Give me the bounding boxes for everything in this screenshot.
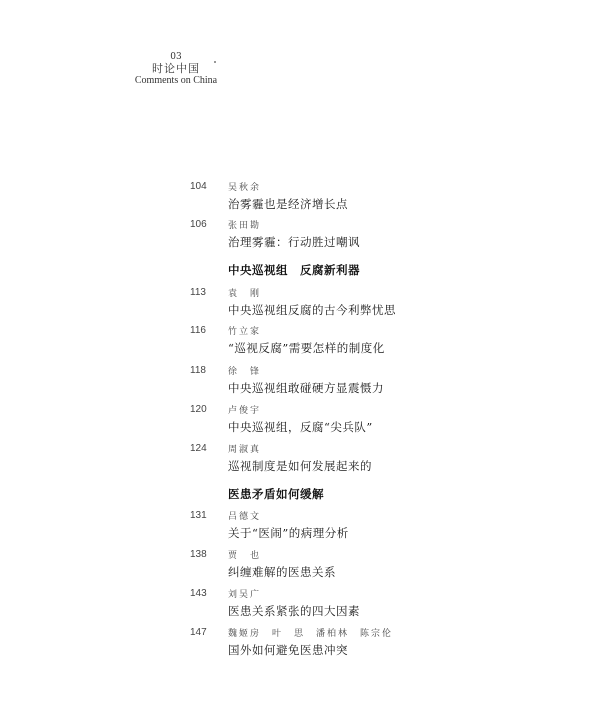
- article-title: 关于“医闹”的病理分析: [228, 526, 349, 540]
- author-name: 吴秋余: [228, 183, 262, 193]
- page-number: 116: [190, 325, 206, 336]
- article-title: 中央巡视组反腐的古今利弊忧思: [228, 303, 396, 317]
- page-number: 124: [190, 443, 207, 454]
- author-name: 徐 锋: [228, 367, 262, 377]
- section-heading: 医患矛盾如何缓解: [228, 487, 324, 501]
- article-title: 巡视制度是如何发展起来的: [228, 459, 372, 473]
- page-number: 120: [190, 404, 207, 415]
- page-number: 113: [190, 287, 206, 298]
- author-name: 贾 也: [228, 551, 262, 561]
- page-number: 131: [190, 510, 207, 521]
- page-number: 106: [190, 219, 207, 230]
- article-title: 中央巡视组，反腐“尖兵队”: [228, 420, 373, 434]
- article-title: 治雾霾也是经济增长点: [228, 197, 348, 211]
- author-name: 袁 刚: [228, 289, 262, 299]
- author-name: 刘吴广: [228, 590, 262, 600]
- column-title-en: Comments on China: [134, 75, 218, 86]
- article-title: 国外如何避免医患冲突: [228, 643, 348, 657]
- article-title: 医患关系紧张的四大因素: [228, 604, 360, 618]
- page-number: 118: [190, 365, 206, 376]
- column-title-cn: 时论中国: [152, 62, 200, 75]
- author-name: 张田勘: [228, 221, 262, 231]
- author-name: 竹立家: [228, 327, 262, 337]
- page-number: 104: [190, 181, 207, 192]
- author-name: 卢俊宇: [228, 406, 262, 416]
- page-number: 147: [190, 627, 207, 638]
- article-title: 纠缠难解的医患关系: [228, 565, 336, 579]
- page-number: 143: [190, 588, 207, 599]
- author-name: 魏姬房 叶 思 潘柏林 陈宗伦: [228, 629, 394, 639]
- article-title: “巡视反腐”需要怎样的制度化: [228, 341, 385, 355]
- section-heading: 中央巡视组 反腐新利器: [228, 263, 360, 277]
- author-name: 周淑真: [228, 445, 262, 455]
- article-title: 治理雾霾：行动胜过嘲讽: [228, 235, 360, 249]
- column-number: 03: [170, 52, 182, 62]
- page-number: 138: [190, 549, 207, 560]
- article-title: 中央巡视组敢碰硬方显震慑力: [228, 381, 384, 395]
- author-name: 吕德文: [228, 512, 262, 522]
